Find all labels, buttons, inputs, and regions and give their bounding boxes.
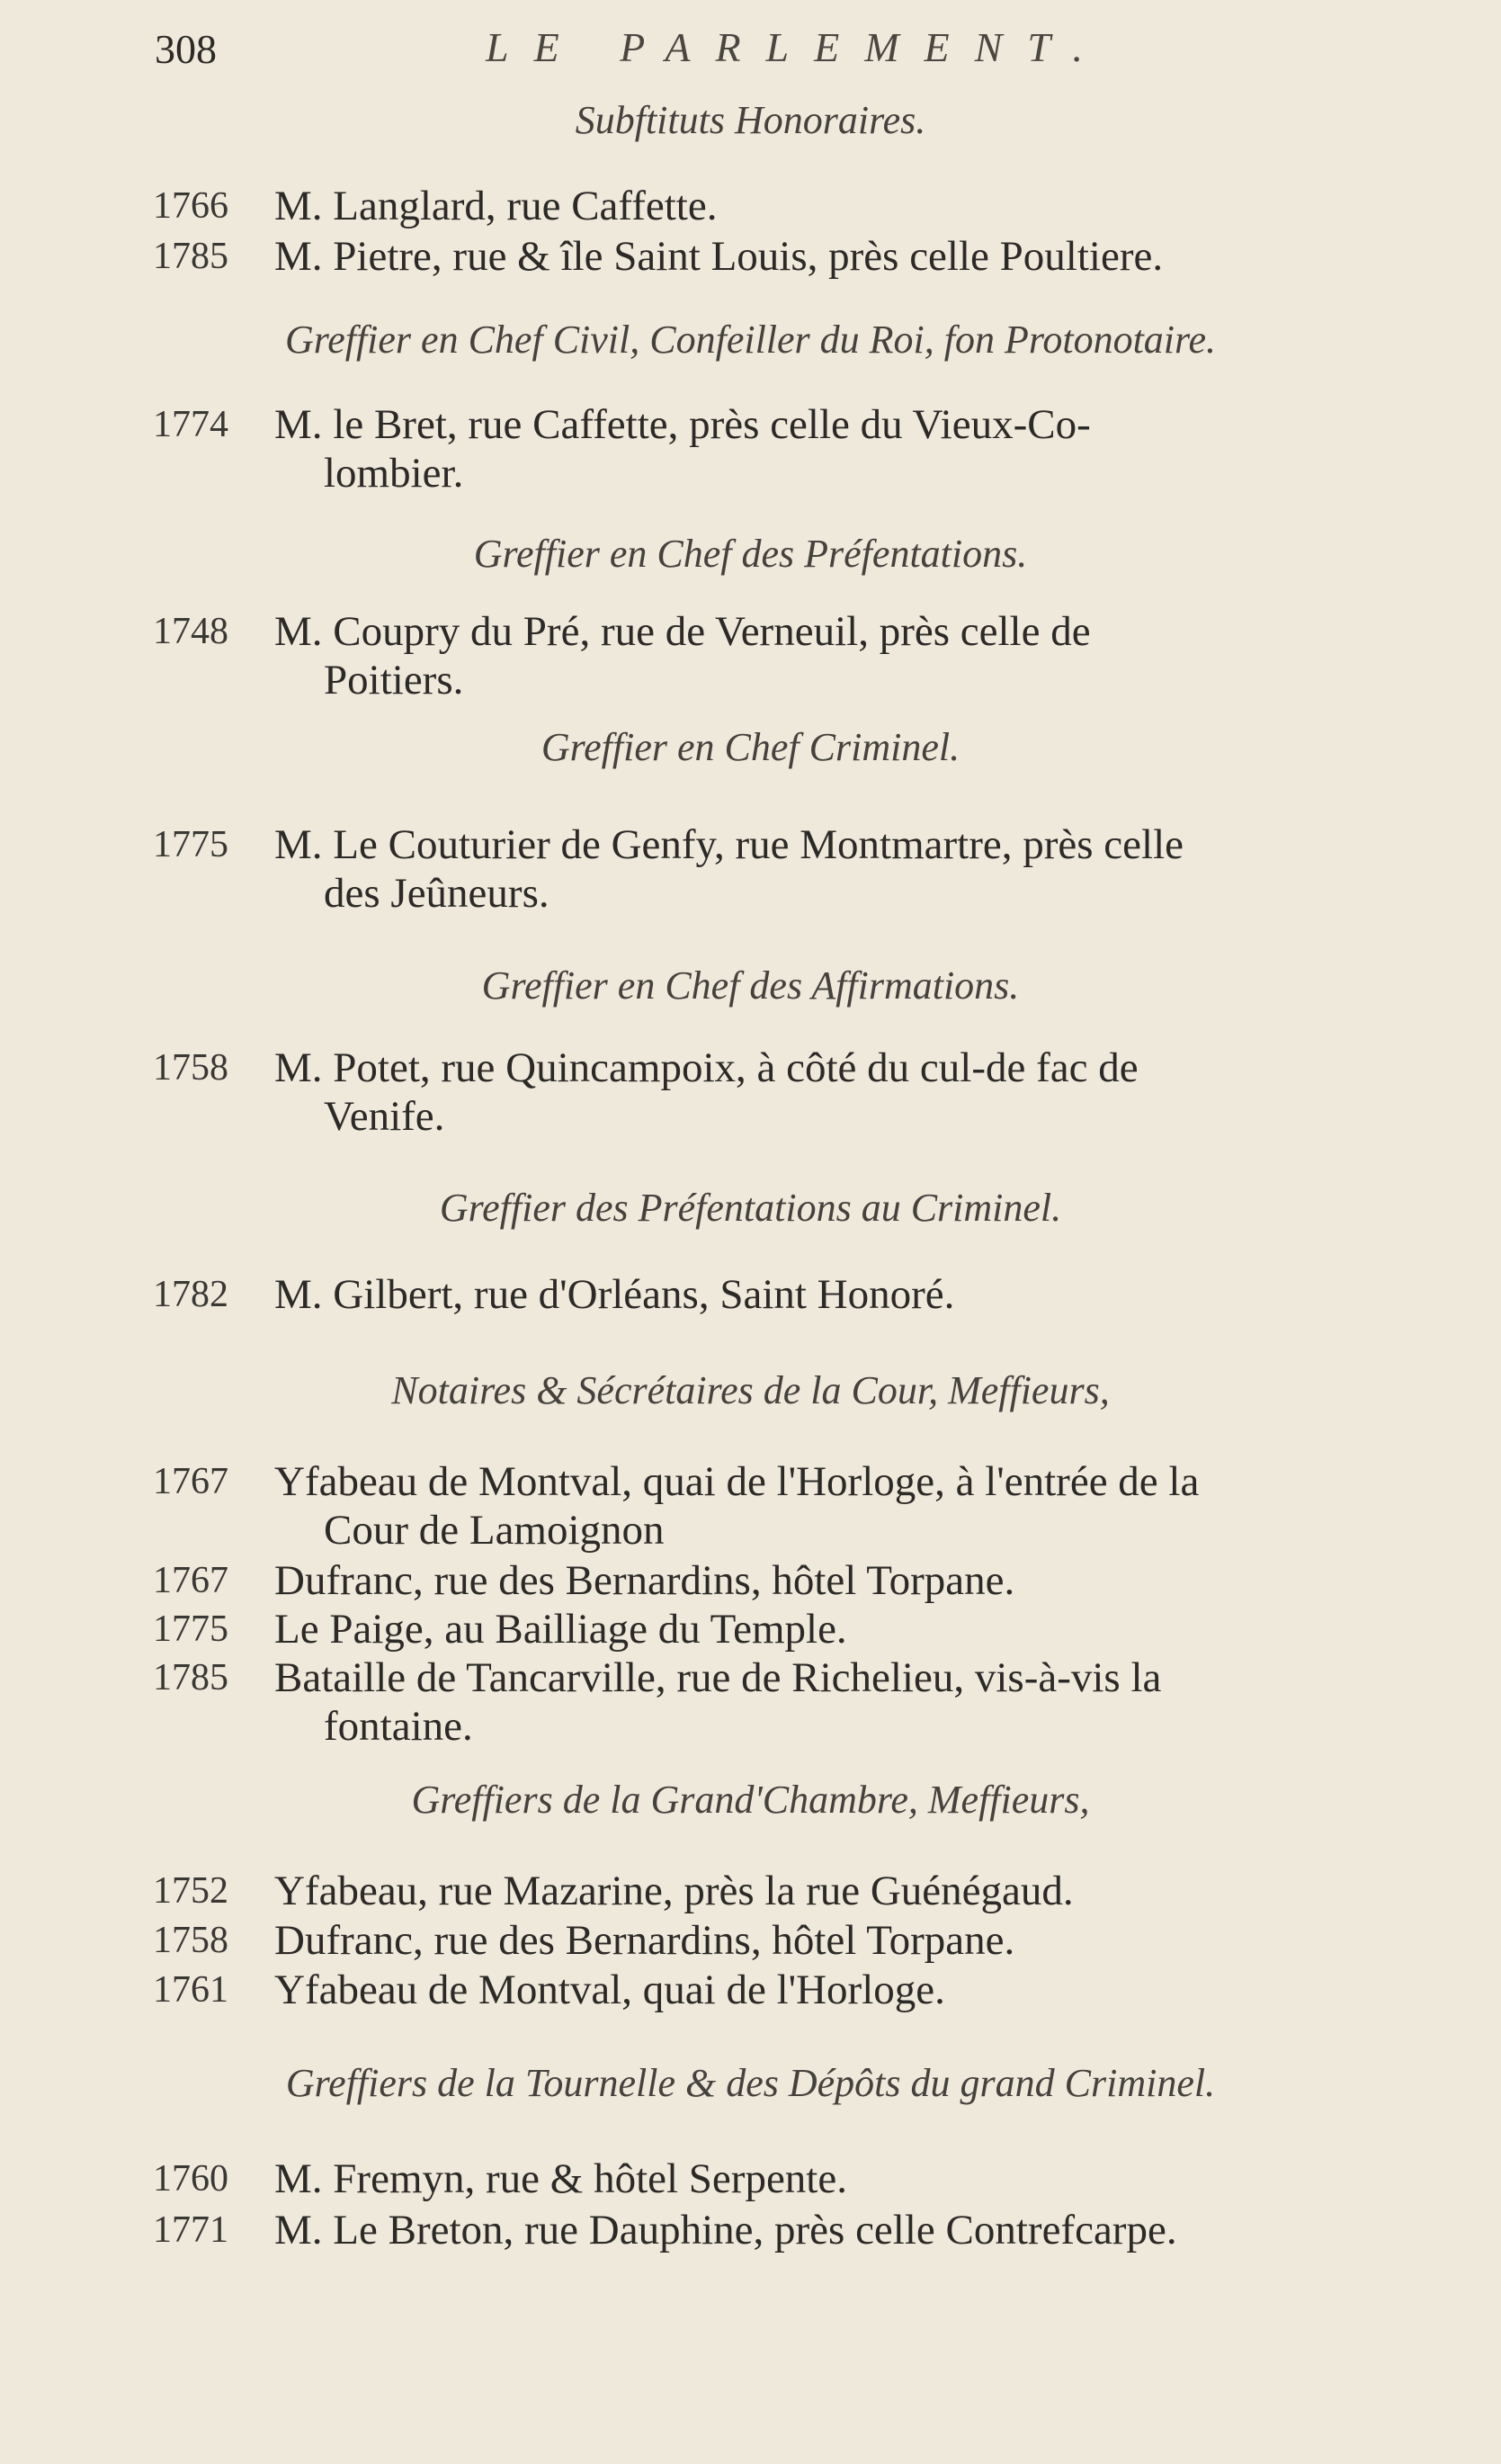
entry-year: 1752 <box>153 1870 228 1912</box>
entry-continuation: Venife. <box>324 1093 445 1140</box>
section-heading: Greffier en Chef Civil, Confeiller du Roi, fon Protonotaire. <box>284 318 1217 362</box>
entry-text: M. Coupry du Pré, rue de Verneuil, près celle de <box>274 608 1091 655</box>
section-heading: Greffier en Chef Criminel. <box>541 725 960 769</box>
section-heading: Subftituts Honoraires. <box>575 98 926 142</box>
entry-year: 1774 <box>153 404 228 445</box>
list-item <box>153 1556 1438 1605</box>
list-item <box>153 607 1438 704</box>
list-item <box>153 1916 1438 1965</box>
list-item <box>153 1605 1438 1653</box>
entry-year: 1761 <box>153 1969 228 2011</box>
entry-year: 1775 <box>153 1608 228 1650</box>
list-item <box>153 1966 1438 2014</box>
page-number: 308 <box>155 26 217 72</box>
entry-continuation: Cour de Lamoignon <box>324 1507 665 1554</box>
entry-year: 1771 <box>153 2209 228 2251</box>
entry-text: M. le Bret, rue Caffette, près celle du Vieux-Co- <box>274 401 1091 448</box>
entry-year: 1758 <box>153 1047 228 1089</box>
section-heading: Greffiers de la Grand'Chambre, Meffieurs, <box>411 1778 1090 1822</box>
entry-text: M. Le Couturier de Genfy, rue Montmartre, près celle <box>274 821 1184 868</box>
entry-text: Yfabeau, rue Mazarine, près la rue Guénégaud. <box>274 1868 1074 1914</box>
section-heading: Notaires & Sécrétaires de la Cour, Meffieurs, <box>391 1368 1110 1412</box>
section-heading: Greffier en Chef des Préfentations. <box>473 532 1028 576</box>
entry-year: 1766 <box>153 185 228 227</box>
page-header <box>0 16 1501 79</box>
entry-year: 1760 <box>153 2158 228 2200</box>
entry-year: 1785 <box>153 236 228 277</box>
entry-text: Yfabeau de Montval, quai de l'Horloge. <box>274 1967 945 2013</box>
list-item <box>153 232 1438 281</box>
section-heading: Greffier des Préfentations au Criminel. <box>439 1186 1062 1230</box>
entry-year: 1775 <box>153 824 228 865</box>
list-item <box>153 1044 1438 1141</box>
entry-continuation: Poitiers. <box>324 657 464 703</box>
entry-continuation: des Jeûneurs. <box>324 870 549 917</box>
entry-continuation: fontaine. <box>324 1703 473 1750</box>
list-item <box>153 1270 1438 1319</box>
list-item <box>153 820 1438 918</box>
section-heading: Greffier en Chef des Affirmations. <box>481 963 1020 1008</box>
entry-year: 1785 <box>153 1657 228 1698</box>
list-item <box>153 1653 1438 1751</box>
entry-text: Le Paige, au Bailliage du Temple. <box>274 1606 847 1653</box>
running-title: LE PARLEMENT. <box>486 24 1108 70</box>
entry-year: 1748 <box>153 611 228 652</box>
entry-text: M. Le Breton, rue Dauphine, près celle Contrefcarpe. <box>274 2207 1177 2253</box>
section-heading: Greffiers de la Tournelle & des Dépôts du grand Criminel. <box>285 2061 1216 2105</box>
entry-continuation: lombier. <box>324 450 464 497</box>
entry-text: Yfabeau de Montval, quai de l'Horloge, à l'entrée de la <box>274 1458 1200 1505</box>
entry-text: M. Pietre, rue & île Saint Louis, près celle Poultiere. <box>274 233 1164 280</box>
entry-text: M. Gilbert, rue d'Orléans, Saint Honoré. <box>274 1271 955 1318</box>
entry-text: M. Fremyn, rue & hôtel Serpente. <box>274 2155 847 2202</box>
entry-text: Dufranc, rue des Bernardins, hôtel Torpane. <box>274 1917 1015 1964</box>
list-item <box>153 2155 1438 2203</box>
list-item <box>153 1867 1438 1915</box>
list-item <box>153 2206 1438 2254</box>
entry-text: M. Potet, rue Quincampoix, à côté du cul-de fac de <box>274 1044 1139 1091</box>
list-item <box>153 400 1438 497</box>
entry-text: M. Langlard, rue Caffette. <box>274 183 718 229</box>
entry-year: 1758 <box>153 1920 228 1961</box>
entry-text: Dufranc, rue des Bernardins, hôtel Torpane. <box>274 1557 1015 1604</box>
list-item <box>153 182 1438 230</box>
entry-year: 1767 <box>153 1461 228 1502</box>
entry-text: Bataille de Tancarville, rue de Richelieu, vis-à-vis la <box>274 1654 1162 1701</box>
list-item <box>153 1457 1438 1555</box>
entry-year: 1782 <box>153 1274 228 1315</box>
entry-year: 1767 <box>153 1560 228 1601</box>
